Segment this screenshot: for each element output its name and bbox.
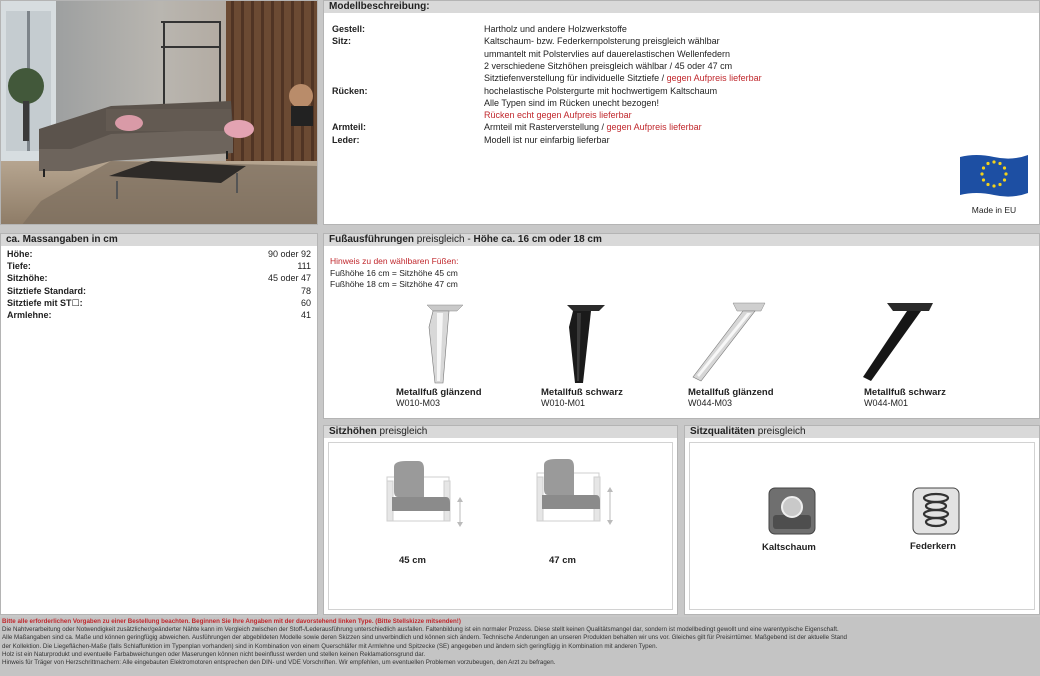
foot-code: W044-M01 bbox=[864, 398, 909, 408]
description-line bbox=[484, 109, 984, 121]
cold-foam-label: Kaltschaum bbox=[762, 542, 816, 553]
description-line bbox=[484, 72, 984, 84]
dimension-value: 45 oder 47 bbox=[267, 273, 311, 284]
pocket-spring-icon bbox=[912, 487, 960, 537]
dimensions-header: ca. Massangaben in cm bbox=[1, 234, 317, 246]
dimension-value: 41 bbox=[300, 309, 311, 320]
dimension-value: 78 bbox=[300, 285, 311, 296]
dimension-value: 60 bbox=[300, 297, 311, 308]
dimension-row bbox=[1, 309, 317, 321]
footer-line-1: Die Nahtverarbeitung oder Notwendigkeit zusätzlicher/geänderter Nähte kann im Vergleich zwischen der Stoff-/Lederausführung unterschiedlich ausfallen. Faltenbildung ist ein normaler Prozess. Diese stellt keinen Qualitätsmangel dar, sondern ist modellbedingt gewollt und eine warentypische Eigenschaft. bbox=[2, 626, 839, 634]
made-in-eu-text: Made in EU bbox=[971, 205, 1017, 215]
feet-hint-line-1: Fußhöhe 16 cm = Sitzhöhe 45 cm bbox=[330, 267, 458, 278]
foot-name: Metallfuß glänzend bbox=[396, 387, 482, 398]
description-label: Rücken: bbox=[332, 85, 368, 96]
model-description-panel bbox=[323, 0, 1040, 225]
description-label: Gestell: bbox=[332, 24, 366, 34]
dimension-label: Sitztiefe mit ST☐: bbox=[7, 297, 83, 308]
description-line-text: Sitztiefenverstellung für individuelle Sitztiefe / bbox=[484, 73, 667, 84]
seat-qualities-panel bbox=[684, 425, 1040, 615]
foot-name: Metallfuß schwarz bbox=[541, 387, 623, 398]
description-line-text: 2 verschiedene Sitzhöhen preisgleich wählbar / 45 oder 47 cm bbox=[484, 60, 733, 71]
description-line-text: Hartholz und andere Holzwerkstoffe bbox=[484, 24, 627, 34]
foot-item bbox=[864, 387, 994, 408]
foot-w044-m03-image bbox=[689, 297, 769, 387]
seat-heights-header: Sitzhöhen preisgleich bbox=[324, 426, 677, 438]
model-description-body bbox=[324, 13, 1039, 224]
seat-45-icon bbox=[384, 459, 469, 529]
seat-qualities-box bbox=[689, 442, 1035, 610]
footer-line-3: der Kollektion. Die Liegeflächen-Maße (falls Schlaffunktion im Typenplan vorhanden) sind in Kombination von einem Querschläfer mit Armlehne und Spitzecke (SE) angegeben und ändern sich geringfügig in Kombination mit anderen Typen. bbox=[2, 642, 658, 650]
foot-w010-m03-image bbox=[409, 297, 469, 387]
description-label: Armteil: bbox=[332, 122, 367, 133]
description-line-surcharge: gegen Aufpreis lieferbar bbox=[606, 122, 702, 133]
seat-heights-panel bbox=[323, 425, 678, 615]
model-description-header: Modellbeschreibung: bbox=[324, 1, 1039, 13]
description-line bbox=[484, 97, 984, 109]
dimension-value: 111 bbox=[297, 261, 311, 272]
description-line-surcharge: gegen Aufpreis lieferbar bbox=[666, 73, 762, 84]
seat-qualities-header: Sitzqualitäten preisgleich bbox=[685, 426, 1039, 438]
product-photo bbox=[0, 0, 318, 225]
feet-hint-line-2: Fußhöhe 18 cm = Sitzhöhe 47 cm bbox=[330, 279, 458, 289]
dimensions-panel bbox=[0, 233, 318, 615]
foot-code: W044-M03 bbox=[688, 398, 733, 408]
seat-heights-box bbox=[328, 442, 673, 610]
footer-line-2: Alle Maßangaben sind ca. Maße und können geringfügig abweichen. Ausführungen der abgebildeten Modelle sowie deren Skizzen sind unverbindlich und können sich ändern. Technische Änderungen an unseren Produkten behalten wir uns vor. Gleiches gilt für Preisirrtümer. Maßgebend ist der aktuelle Stand bbox=[2, 634, 848, 642]
description-values bbox=[484, 121, 984, 133]
foot-w010-m01-image bbox=[549, 297, 609, 387]
foot-w044-m01-image bbox=[859, 297, 939, 387]
description-line bbox=[484, 23, 984, 35]
description-line bbox=[484, 48, 984, 60]
foot-name: Metallfuß schwarz bbox=[864, 387, 946, 398]
eu-flag-icon bbox=[956, 151, 1032, 201]
description-line-surcharge: Rücken echt gegen Aufpreis lieferbar bbox=[484, 110, 632, 121]
feet-hint-title: Hinweis zu den wählbaren Füßen: bbox=[330, 256, 459, 266]
dimension-label: Armlehne: bbox=[7, 309, 52, 320]
foot-name: Metallfuß glänzend bbox=[688, 387, 774, 398]
foot-item bbox=[541, 387, 671, 408]
description-line-text: ummantelt mit Polstervlies auf dauerelastischen Wellenfedern bbox=[484, 48, 730, 59]
description-line-text: Alle Typen sind im Rücken unecht bezogen! bbox=[484, 97, 659, 108]
footer-highlight: Bitte alle erforderlichen Vorgaben zu einer Bestellung beachten. Beginnen Sie Ihre Angaben mit der davorstehend linken Type. (Bitte Stellskizze mitsenden!) bbox=[2, 618, 461, 625]
foot-item bbox=[396, 387, 526, 408]
made-in-eu-badge bbox=[954, 151, 1034, 217]
dimension-row bbox=[1, 285, 317, 297]
dimension-row bbox=[1, 297, 317, 309]
description-values bbox=[484, 134, 984, 146]
description-line bbox=[484, 35, 984, 47]
footer-line-5: Hinweis für Träger von Herzschrittmachern: Alle eingebauten Elektromotoren entsprechen den DIN- und VDE Vorschriften. Wir empfehlen, um eventuellen Problemen vorzubeugen, den Arzt zu befragen. bbox=[2, 659, 556, 667]
dimension-label: Sitzhöhe: bbox=[7, 273, 48, 284]
seat-height-47-label: 47 cm bbox=[549, 555, 576, 566]
description-line-text: Armteil mit Rasterverstellung / bbox=[484, 122, 607, 133]
description-values bbox=[484, 85, 984, 122]
dimension-row bbox=[1, 248, 317, 260]
description-line-text: Kaltschaum- bzw. Federkernpolsterung preisgleich wählbar bbox=[484, 36, 720, 47]
dimensions-table bbox=[1, 246, 317, 614]
description-label: Sitz: bbox=[332, 36, 351, 47]
seat-height-45-label: 45 cm bbox=[399, 555, 426, 566]
description-line bbox=[484, 60, 984, 72]
description-label: Leder: bbox=[332, 134, 360, 145]
seat-47-icon bbox=[534, 459, 619, 529]
dimension-row bbox=[1, 260, 317, 272]
description-line bbox=[484, 85, 984, 97]
pocket-spring-label: Federkern bbox=[910, 541, 956, 552]
foot-code: W010-M03 bbox=[396, 398, 441, 408]
feet-hint bbox=[330, 256, 459, 291]
description-line bbox=[484, 134, 984, 146]
description-line-text: hochelastische Polstergurte mit hochwertigem Kaltschaum bbox=[484, 85, 718, 96]
dimension-label: Tiefe: bbox=[7, 261, 31, 272]
description-line bbox=[484, 121, 984, 133]
dimension-row bbox=[1, 272, 317, 284]
feet-header: Fußausführungen preisgleich - Höhe ca. 16 cm oder 18 cm bbox=[324, 234, 1039, 246]
footer-line-4: Holz ist ein Naturprodukt und eventuelle Farbabweichungen oder Maserungen können nicht beeinflusst werden und stellen keinen Reklamationsgrund dar. bbox=[2, 650, 426, 658]
feet-body bbox=[324, 246, 1039, 418]
dimension-value: 90 oder 92 bbox=[267, 249, 311, 259]
description-values bbox=[484, 23, 984, 35]
feet-panel bbox=[323, 233, 1040, 419]
footer-notes bbox=[0, 617, 1040, 676]
dimension-label: Höhe: bbox=[7, 249, 33, 259]
foot-code: W010-M01 bbox=[541, 398, 586, 408]
foot-item bbox=[688, 387, 818, 408]
sofa-room-image bbox=[1, 1, 318, 225]
cold-foam-icon bbox=[768, 487, 816, 537]
dimension-label: Sitztiefe Standard: bbox=[7, 285, 87, 296]
description-values bbox=[484, 35, 984, 84]
description-line-text: Modell ist nur einfarbig lieferbar bbox=[484, 134, 610, 145]
